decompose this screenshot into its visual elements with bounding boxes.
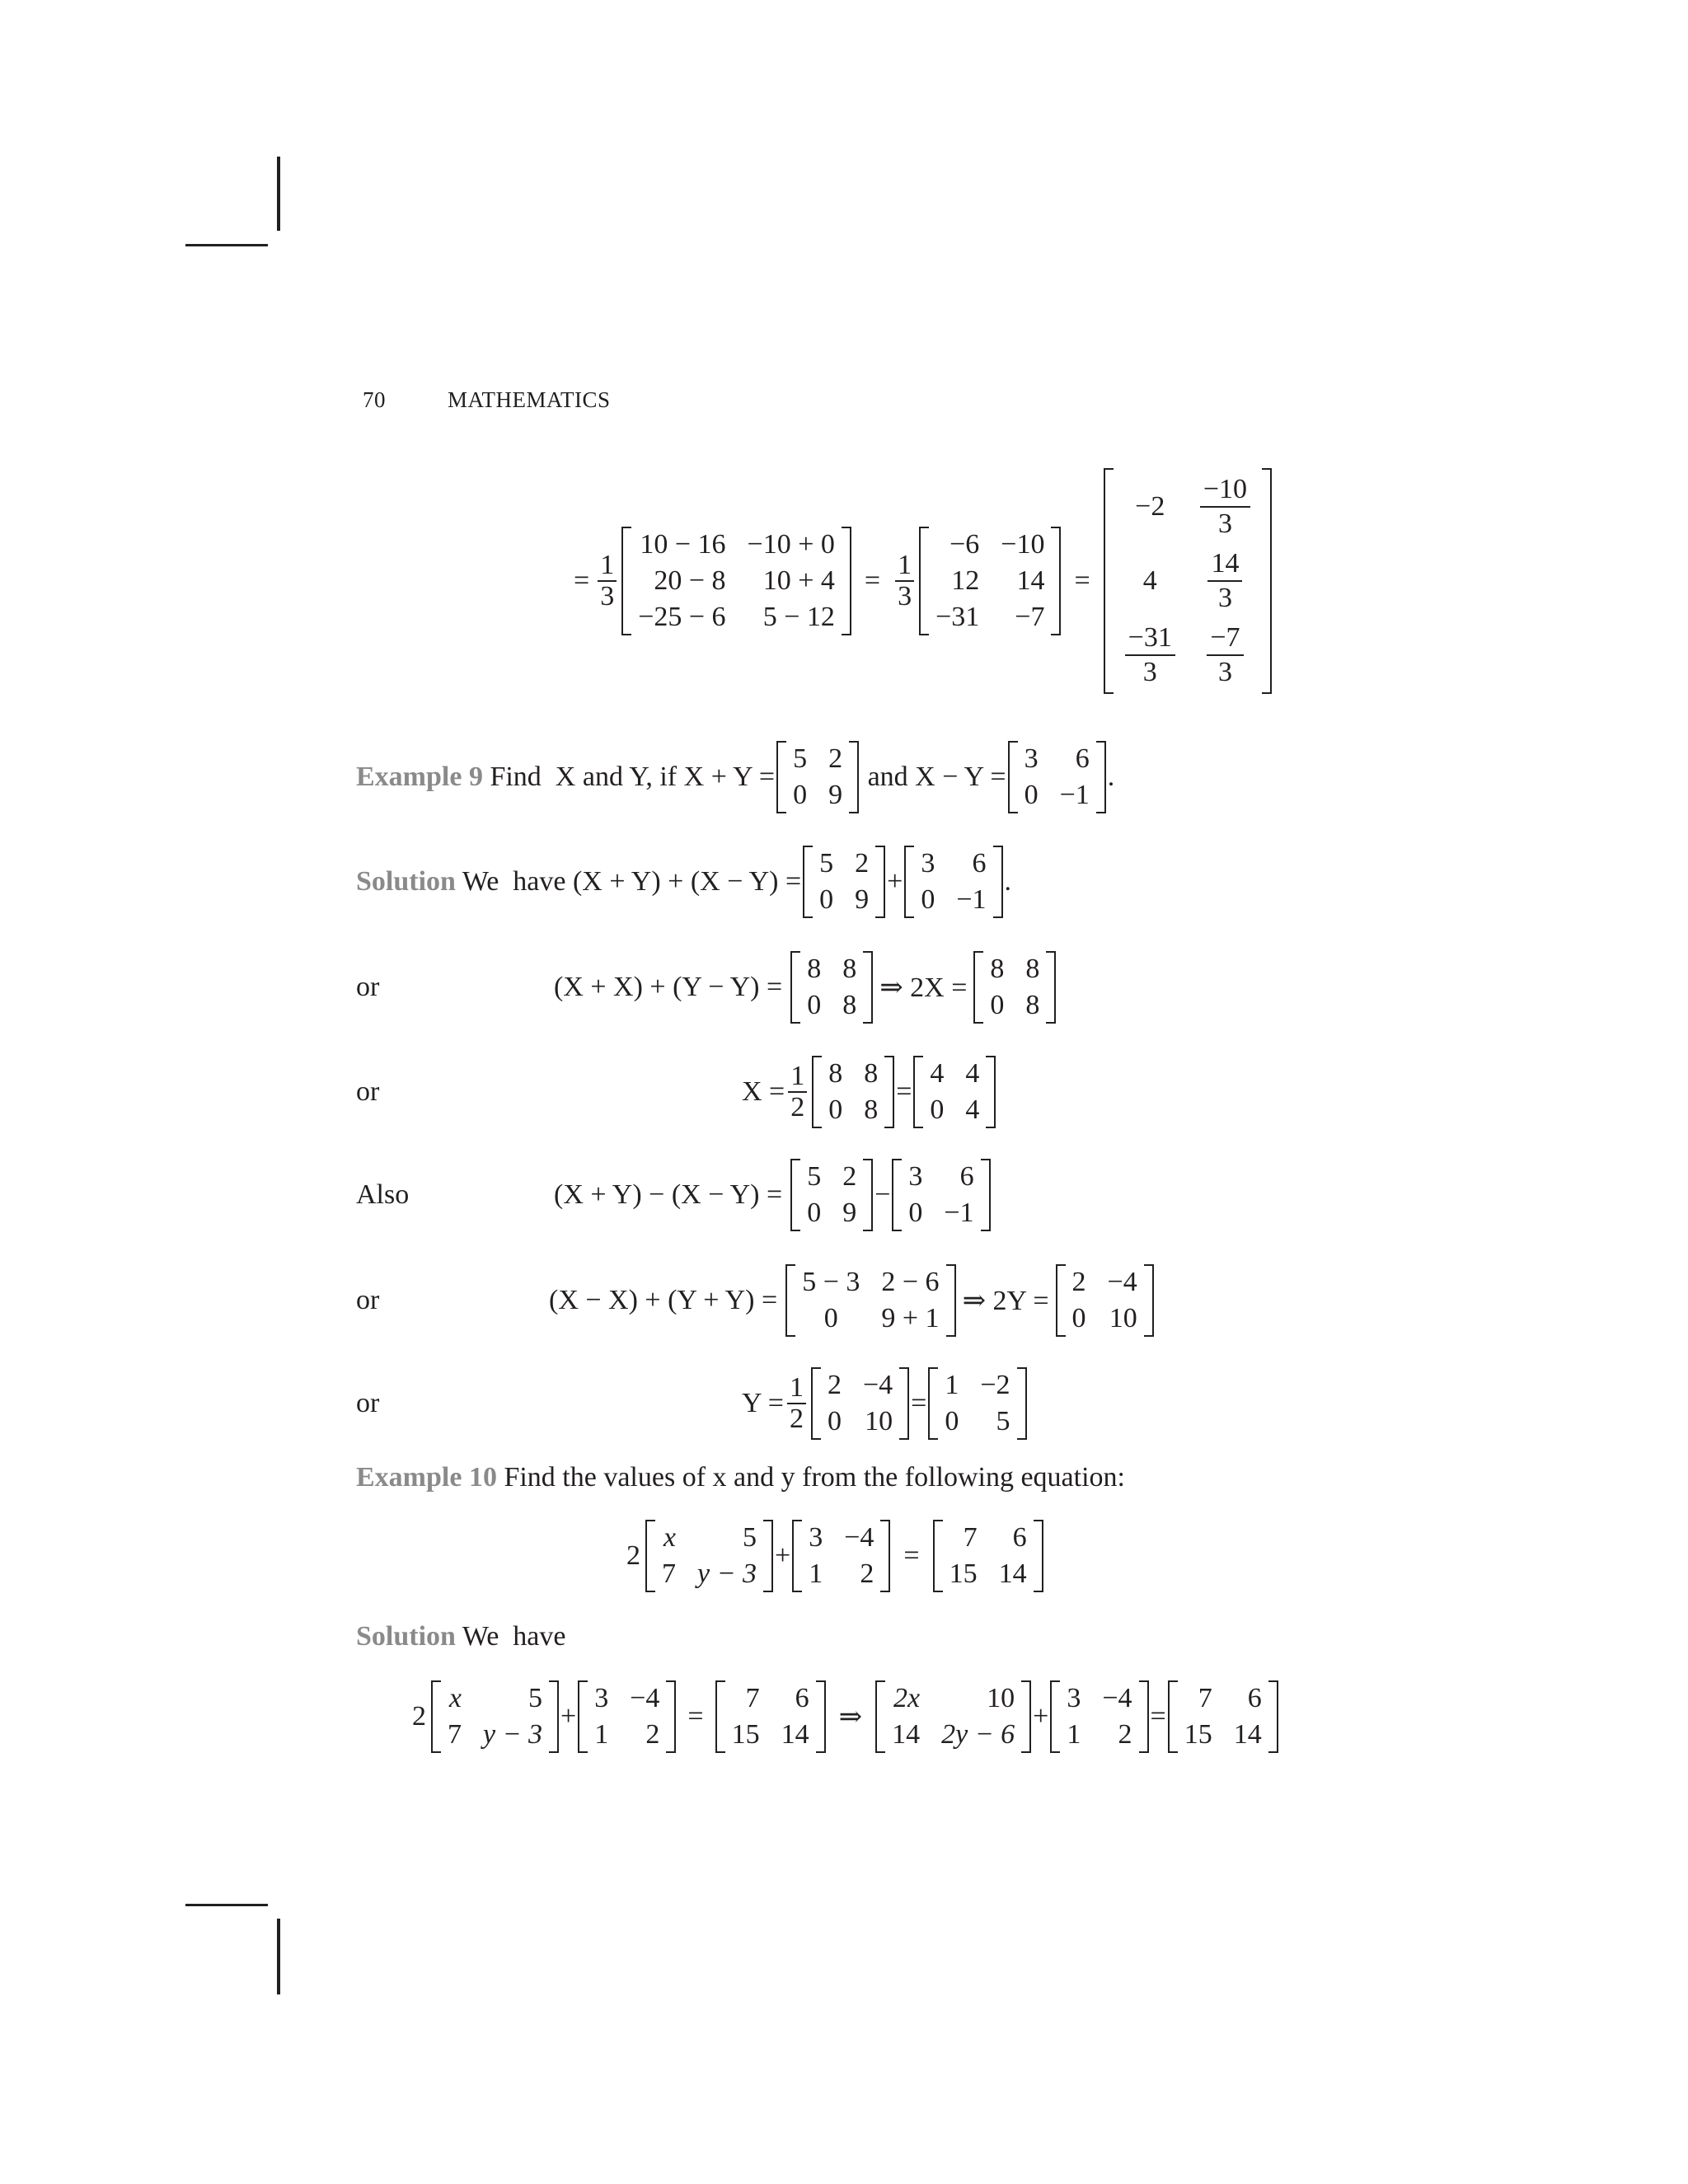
equals-sign: =: [864, 565, 881, 596]
matrix-2x2: 4 4 0 4: [913, 1056, 996, 1128]
step-label: Also: [356, 1179, 410, 1210]
page-number: 70: [363, 387, 386, 412]
matrix-2x2: 7 6 15 14: [715, 1680, 826, 1753]
matrix-2x2: 5 2 0 9: [776, 741, 859, 813]
matrix-2x2: 3 6 0 −1: [892, 1159, 990, 1231]
solution-label: Solution: [356, 866, 456, 897]
matrix-2x2: 8 8 0 8: [973, 951, 1056, 1024]
matrix-2x2: 7 6 15 14: [933, 1520, 1043, 1592]
fraction-one-third: $\frac{1}{3}$: [895, 551, 914, 611]
matrix-2x2: 3 −4 1 2: [578, 1680, 676, 1753]
equals-sign: =: [1074, 565, 1090, 596]
matrix-2x2: 5 − 3 2 − 6 0 9 + 1: [785, 1264, 955, 1337]
matrix-2x2: 2x 10 14 2y − 6: [875, 1680, 1031, 1753]
matrix-2x2: 7 6 15 14: [1168, 1680, 1278, 1753]
step-label: or: [356, 1285, 380, 1315]
matrix-3x2-fractions: −2 $\frac{-10}{3}$ 4 $\frac{14}{3}$ $\frac{-31}{3}$ $\frac{-7}{3}$: [1104, 468, 1272, 694]
fraction-one-half: $\frac{1}{2}$: [788, 1062, 807, 1122]
step-label: or: [356, 972, 380, 1002]
step-label: or: [356, 1076, 380, 1107]
solution-label: Solution: [356, 1621, 456, 1652]
matrix-2x2: 3 −4 1 2: [792, 1520, 890, 1592]
equals-sign: =: [574, 565, 590, 596]
running-title: MATHEMATICS: [448, 387, 611, 412]
matrix-3x2: −6 −10 12 14 −31 −7: [919, 527, 1061, 635]
matrix-2x2: 5 2 0 9: [790, 1159, 873, 1231]
matrix-3x2: 10 − 16 −10 + 0 20 − 8 10 + 4 −25 − 6 5 − 12: [621, 527, 851, 635]
matrix-2x2: 2 −4 0 10: [811, 1367, 909, 1440]
crop-mark-bottom-vertical: [277, 1919, 280, 1994]
example-10-label: Example 10: [356, 1462, 497, 1493]
fraction-one-half: $\frac{1}{2}$: [787, 1373, 806, 1433]
matrix-2x2: 5 2 0 9: [803, 846, 885, 918]
matrix-2x2: 1 −2 0 5: [928, 1367, 1026, 1440]
fraction-one-third: $\frac{1}{3}$: [598, 551, 617, 611]
crop-mark-top-horizontal: [185, 244, 268, 246]
step-label: or: [356, 1388, 380, 1418]
matrix-2x2: 3 6 0 −1: [1008, 741, 1106, 813]
matrix-2x2: 2 −4 0 10: [1056, 1264, 1154, 1337]
matrix-2x2: 3 6 0 −1: [904, 846, 1002, 918]
example-9-label: Example 9: [356, 762, 483, 792]
matrix-2x2: 8 8 0 8: [790, 951, 873, 1024]
crop-mark-top-vertical: [277, 157, 280, 231]
crop-mark-bottom-horizontal: [185, 1904, 268, 1906]
matrix-2x2: 8 8 0 8: [812, 1056, 894, 1128]
matrix-2x2: 3 −4 1 2: [1050, 1680, 1148, 1753]
matrix-2x2: x 5 7 y − 3: [645, 1520, 773, 1592]
matrix-2x2: x 5 7 y − 3: [431, 1680, 559, 1753]
